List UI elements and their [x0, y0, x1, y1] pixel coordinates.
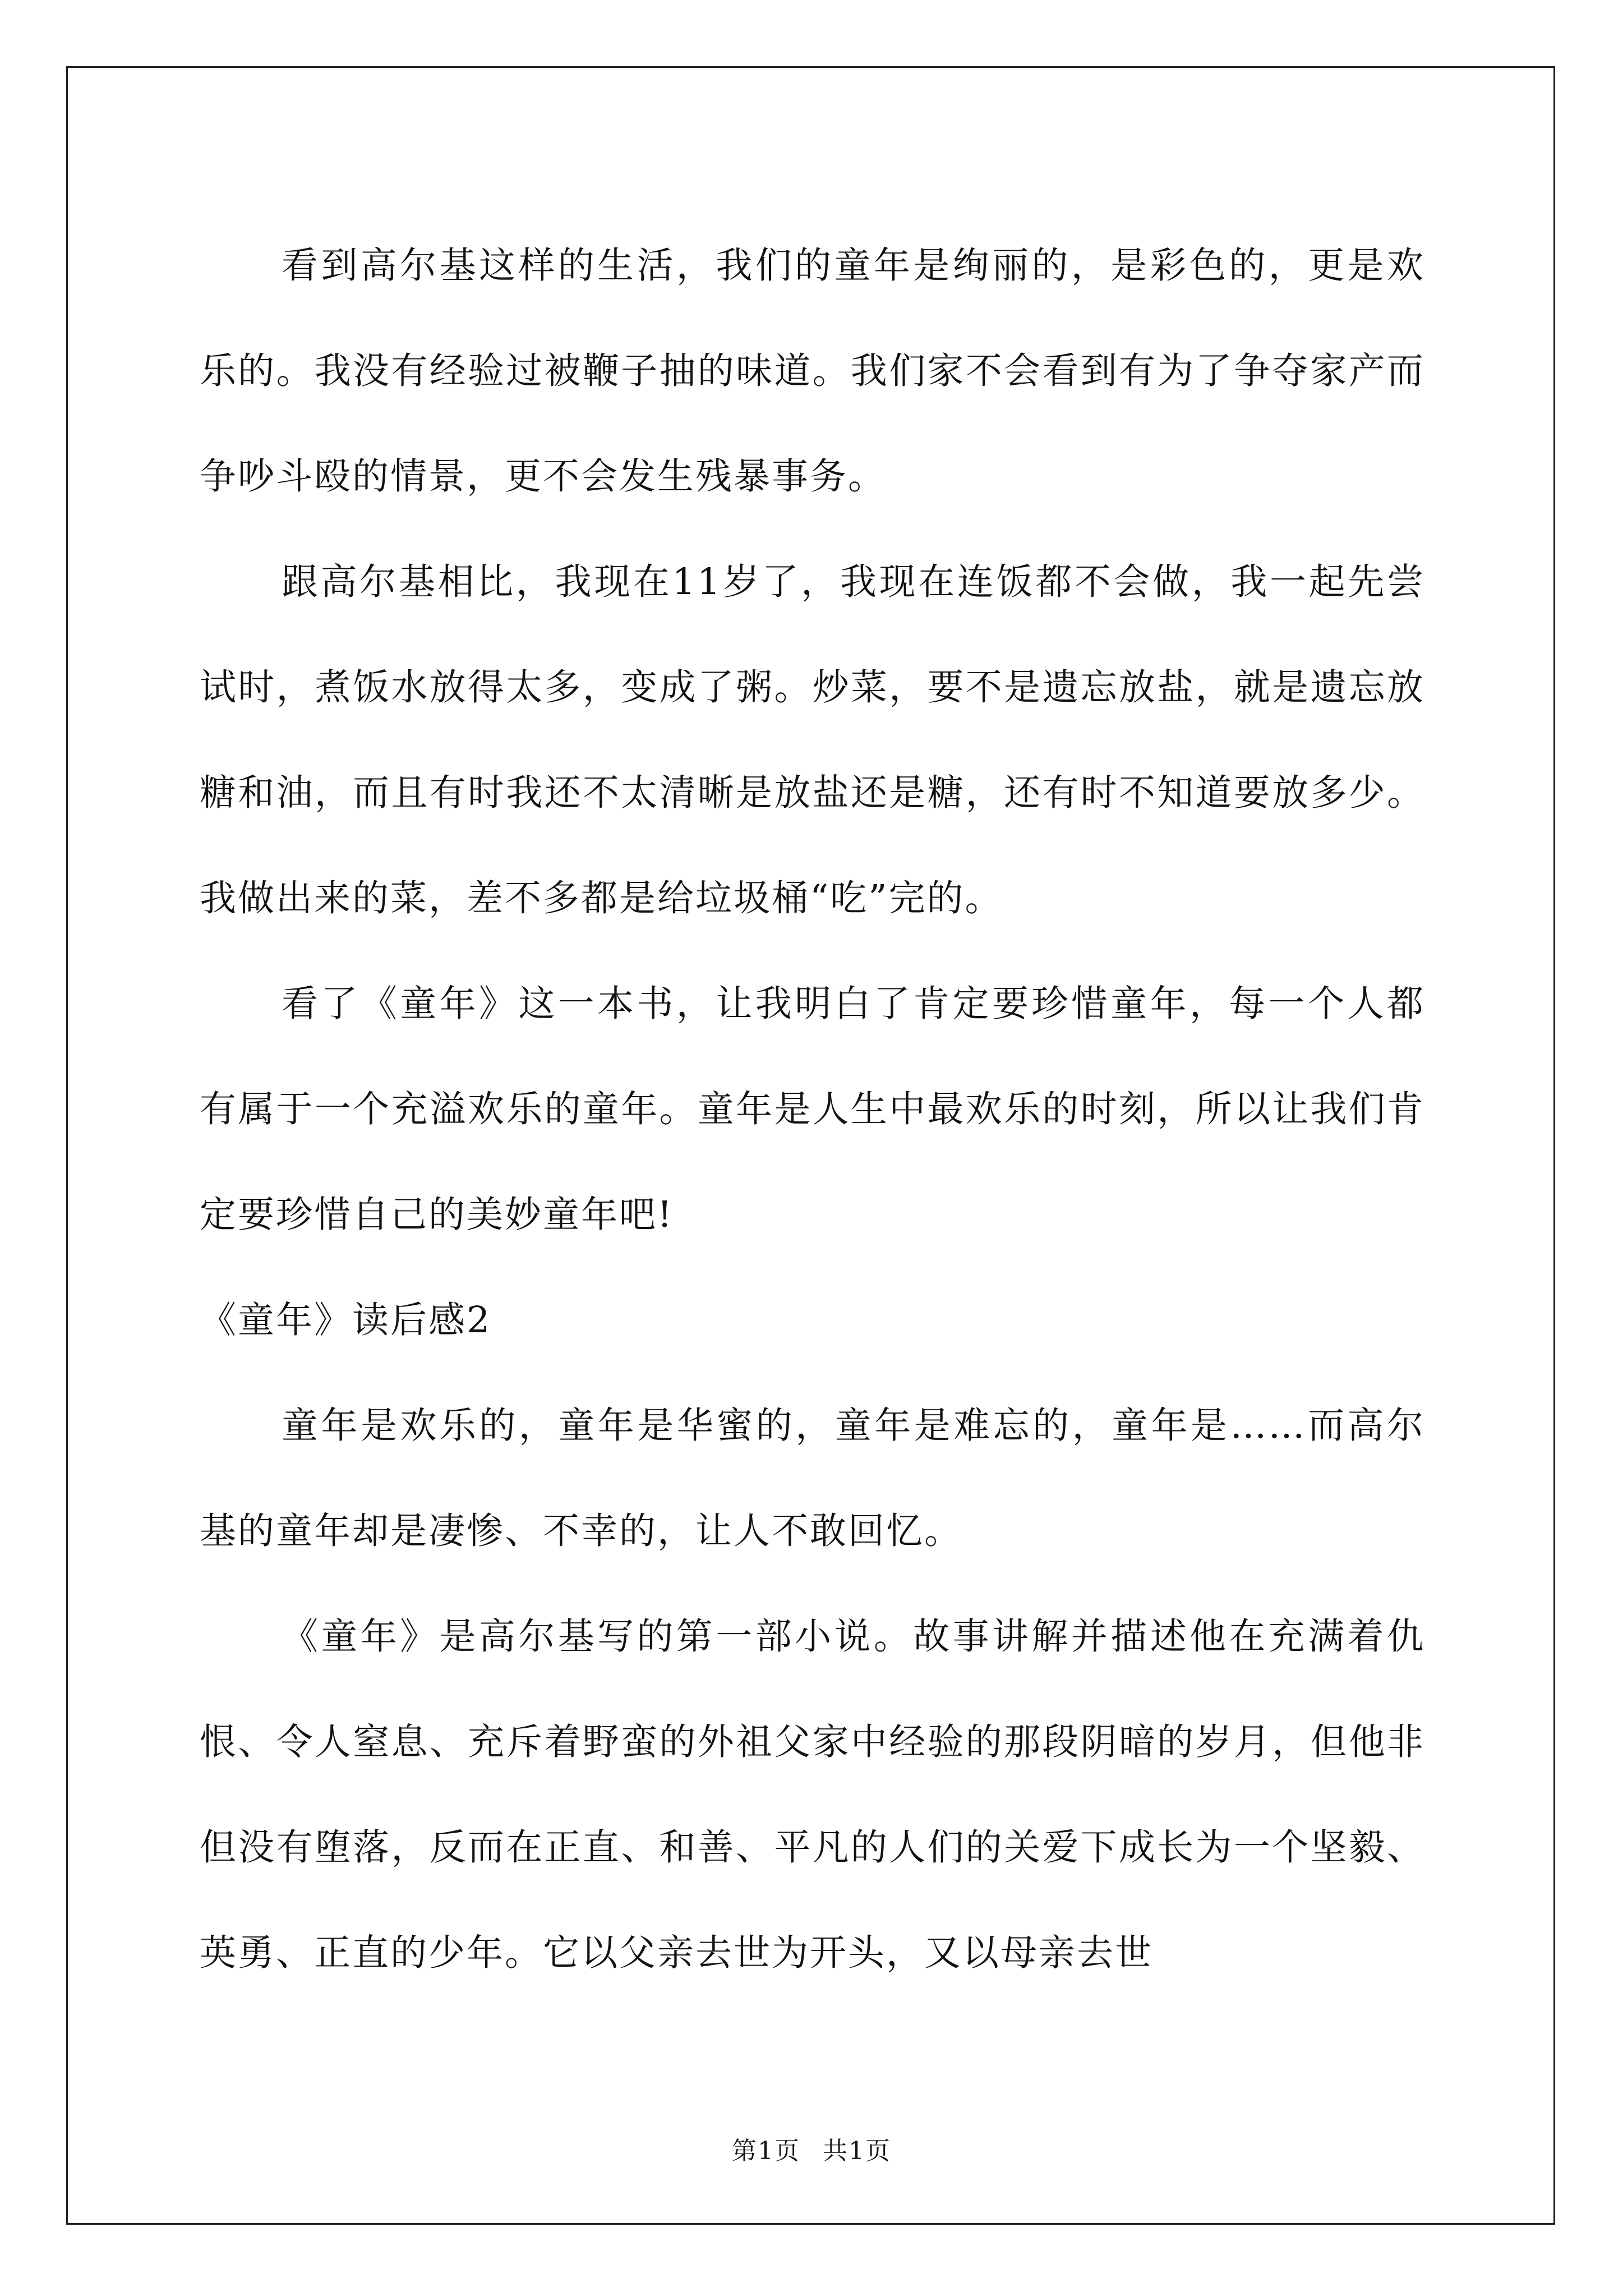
- page-number: 第1页: [732, 2137, 800, 2165]
- document-body: [200, 213, 1425, 2006]
- paragraph-5: 《童年》是高尔基写的第一部小说。故事讲解并描述他在充满着仇恨、令人窒息、充斥着野蛮的外祖父家中经验的那段阴暗的岁月，但他非但没有堕落，反而在正直、和善、平凡的人们的关爱下成长为一个坚毅、英勇、正直的少年。它以父亲去世为开头，又以母亲去世: [200, 1616, 1425, 1974]
- paragraph-4: 童年是欢乐的，童年是华蜜的，童年是难忘的，童年是……而高尔基的童年却是凄惨、不幸的，让人不敢回忆。: [200, 1405, 1425, 1552]
- page-footer: [0, 2131, 1623, 2166]
- paragraph-1: 看到高尔基这样的生活，我们的童年是绚丽的，是彩色的，更是欢乐的。我没有经验过被鞭子抽的味道。我们家不会看到有为了争夺家产而争吵斗殴的情景，更不会发生残暴事务。: [200, 245, 1425, 498]
- paragraph-2: 跟高尔基相比，我现在11岁了，我现在连饭都不会做，我一起先尝试时，煮饭水放得太多，变成了粥。炒菜，要不是遗忘放盐，就是遗忘放糖和油，而且有时我还不太清晰是放盐还是糖，还有时不知道要放多少。我做出来的菜，差不多都是给垃圾桶“吃”完的。: [200, 561, 1425, 919]
- paragraph-3: 看了《童年》这一本书，让我明白了肯定要珍惜童年，每一个人都有属于一个充溢欢乐的童年。童年是人生中最欢乐的时刻，所以让我们肯定要珍惜自己的美妙童年吧!: [200, 983, 1425, 1236]
- page-total: 共1页: [823, 2137, 891, 2165]
- section-heading: 《童年》读后感2: [200, 1299, 492, 1341]
